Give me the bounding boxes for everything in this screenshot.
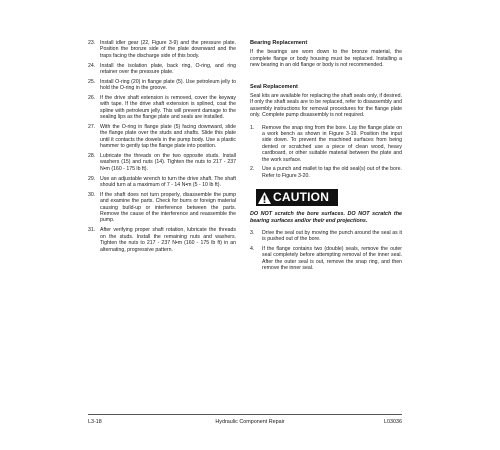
step-number: 3. [250, 229, 255, 236]
step-text: If the drive shaft extension is removed, cover the keyway with tape. If the drive shaft extension is splined, coat the spline with petroleum jelly. This will prevent damage to the sealing lips as the flange plate and seals are installed. [100, 95, 236, 121]
step-text: Install O-ring (20) in flange plate (5). Use petroleum jelly to hold the O-ring in the groove. [100, 78, 236, 92]
assembly-step-item [88, 153, 236, 172]
caution-label: CAUTION [273, 190, 330, 205]
assembly-step-item [88, 192, 236, 224]
left-column [88, 40, 236, 256]
bearing-replacement-heading: Bearing Replacement [250, 40, 308, 46]
warning-triangle-icon [256, 189, 273, 206]
seal-steps-list [250, 125, 402, 179]
step-number: 27. [88, 124, 96, 131]
step-number: 1. [250, 124, 255, 131]
step-number: 25. [88, 78, 96, 85]
step-text: After verifying proper shaft rotation, lubricate the threads on the studs. Install the remaining nuts and washers. Tighten the nuts to 217 - 237 N•m (160 - 175 lb ft) in an alternating, progressive pattern. [100, 227, 236, 253]
footer-page-number: L3-18 [88, 419, 102, 425]
step-number: 31. [88, 227, 96, 234]
footer-title: Hydraulic Component Repair [215, 419, 285, 425]
footer-divider [88, 414, 402, 415]
caution-text: DO NOT scratch the bore surfaces. DO NOT scratch the bearing surfaces and/or their end projections. [250, 211, 402, 224]
step-text: Use a punch and mallet to tap the old seal(s) out of the bore. Refer to Figure 3-20. [262, 166, 402, 179]
seal-step-item [250, 230, 402, 243]
seal-replacement-heading: Seal Replacement [250, 83, 298, 90]
step-text: Drive the seal out by moving the punch around the seal as it is pushed out of the bore. [262, 229, 402, 243]
caution-banner [256, 189, 338, 206]
step-text: Install the isolation plate, back ring, O-ring, and ring retainer over the pressure plate. [100, 62, 236, 76]
step-text: If the flange contains two (double) seals, remove the outer seal completely before attempting removal of the inner seal. After the outer seal is out, remove the snap ring, and then remove the inner seal. [262, 245, 402, 272]
step-number: 30. [88, 191, 96, 198]
step-text: Install idler gear (22, Figure 3-9) and the pressure plate. Position the bronze side of the plate downward and the traps facing the discharge side of this body. [100, 40, 236, 59]
step-text: Remove the snap ring from the bore. Lay the flange plate on a work bench as shown in Figure 3-19. Position the input side down. To prevent the machined surfaces from being dented or scratched use a piece of clean wood, heavy cardboard, or other suitable material between the plate and the work surface. [262, 124, 402, 163]
bearing-replacement-text: If the bearings are worn down to the bronze material, the complete flange or body housing must be replaced. Installing a new bearing in an old flange or body is not recommended. [250, 49, 402, 69]
assembly-step-item [88, 95, 236, 121]
step-number: 2. [250, 166, 255, 173]
step-text: Lubricate the threads on the two opposite studs. Install washers (15) and nuts (14). Tighten the nuts to 217 - 237 N•m (160 - 175 lb ft). [100, 153, 236, 172]
step-number: 29. [88, 175, 96, 182]
seal-replacement-text: Seal kits are available for replacing the shaft seals only, if desired. If only the shaft seals are to be replaced, refer to disassembly and assembly instructions for removal procedures for the flange plate only. Complete pump disassembly is not required. [250, 93, 402, 119]
seal-steps-list-continued [250, 230, 402, 272]
step-text: With the O-ring in flange plate (5) facing downward, slide the flange plate over the studs and shafts. Slide this plate until it contacts the dowels in the pump body. Use a plastic hammer to gently tap the flange plate into position. [100, 124, 236, 150]
step-number: 23. [88, 40, 96, 46]
assembly-step-item [88, 176, 236, 189]
assembly-step-item [88, 227, 236, 253]
step-number: 26. [88, 95, 96, 102]
right-column [250, 40, 402, 275]
footer-doc-number: L03036 [384, 419, 402, 425]
step-text: Use an adjustable wrench to turn the drive shaft. The shaft should turn at a maximum of 7 - 14 N•m (5 - 10 lb ft). [100, 175, 236, 189]
step-text: If the shaft does not turn properly, disassemble the pump and examine the parts. Check for burrs or foreign material causing build-up or interference between the parts. Remove the cause of the interference and reassemble the pump. [100, 191, 236, 224]
seal-step-item [250, 166, 402, 179]
seal-step-item [250, 125, 402, 163]
assembly-step-item [88, 124, 236, 150]
assembly-step-item [88, 63, 236, 76]
assembly-step-item [88, 40, 236, 59]
step-number: 4. [250, 245, 255, 252]
step-number: 24. [88, 62, 96, 69]
seal-step-item [250, 246, 402, 272]
step-number: 28. [88, 153, 96, 160]
assembly-step-item [88, 79, 236, 92]
